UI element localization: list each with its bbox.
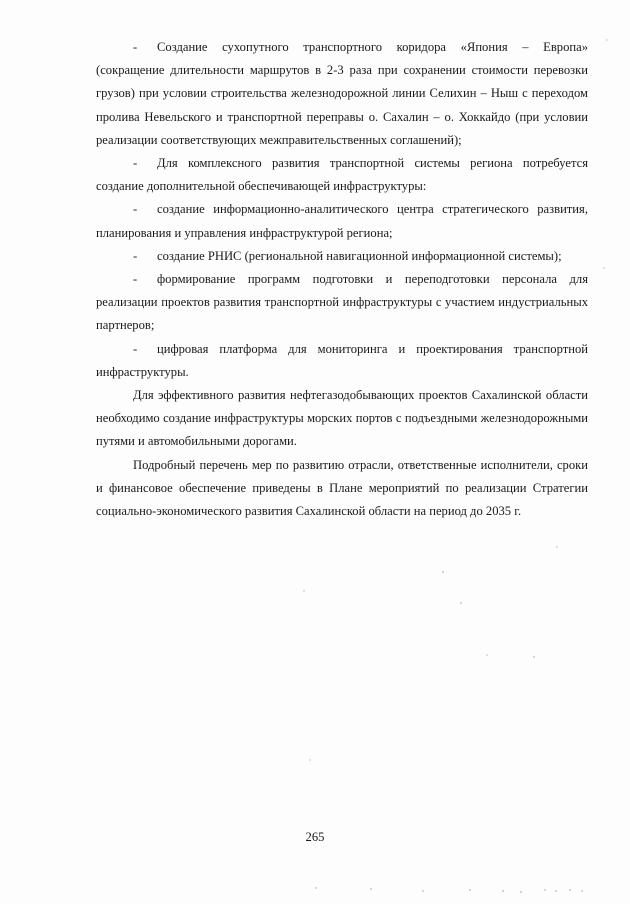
list-dash: - — [133, 156, 138, 171]
list-dash: - — [133, 272, 138, 287]
list-item-text: Создание сухопутного транспортного коридора «Япония – Европа» (сокращение длительности маршрутов в 2-3 раза при сохранении стоимости перевозки грузов) при условии строительства железнодорожной линии Селихин – Ныш с переходом пролива Невельского и транспортной переправы о. Сахалин – о. Хоккайдо (при условии реализации соответствующих межправительственных соглашений); — [96, 40, 588, 147]
list-dash: - — [133, 341, 138, 356]
list-dash: - — [133, 202, 138, 217]
list-dash: - — [133, 40, 138, 54]
list-item-text: цифровая платформа для мониторинга и проектирования транспортной инфраструктуры. — [96, 341, 588, 379]
list-item-text: формирование программ подготовки и переподготовки персонала для реализации проектов развития транспортной инфраструктуры с участием индустриальных партнеров; — [96, 272, 588, 333]
page-number: 265 — [305, 830, 325, 844]
list-item-text: создание информационно-аналитического центра стратегического развития, планирования и управления инфраструктурой региона; — [96, 202, 588, 240]
list-dash: - — [133, 248, 138, 263]
paragraph: Для эффективного развития нефтегазодобывающих проектов Сахалинской области необходимо создание инфраструктуры морских портов с подъездными железнодорожными путями и автомобильными дорогами. — [96, 388, 588, 449]
list-item-text: Для комплексного развития транспортной системы региона потребуется создание дополнительной обеспечивающей инфраструктуры: — [96, 156, 588, 194]
paragraph: Подробный перечень мер по развитию отрасли, ответственные исполнители, сроки и финансовое обеспечение приведены в Плане мероприятий по реализации Стратегии социально-экономического развития Сахалинской области на период до 2035 г. — [96, 457, 588, 519]
list-item-text: создание РНИС (региональной навигационной информационной системы); — [157, 248, 562, 263]
